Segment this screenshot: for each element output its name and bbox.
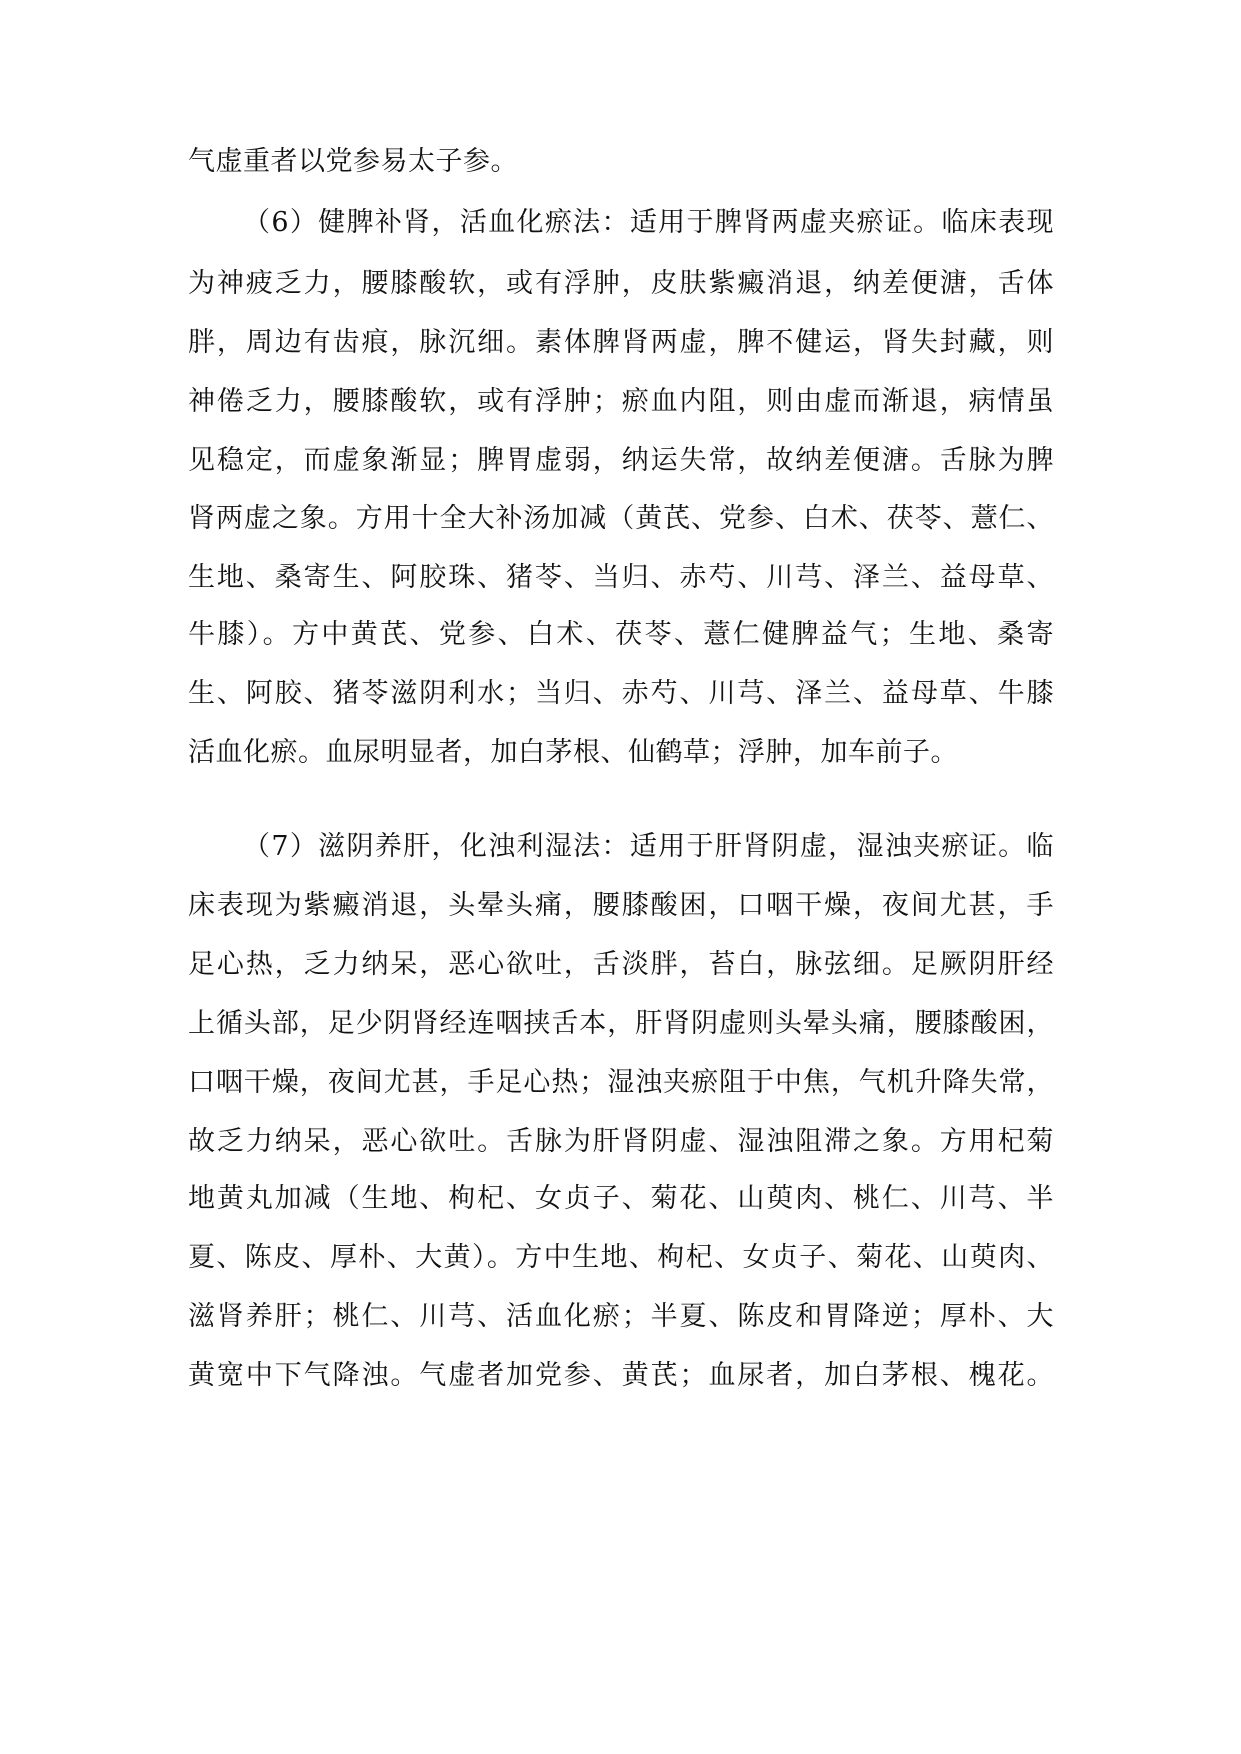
text-line: 神倦乏力，腰膝酸软，或有浮肿；瘀血内阻，则由虚而渐退，病情虽 xyxy=(188,386,1054,417)
paragraph-7-heading-line: （7）滋阴养肝，化浊利湿法：适用于肝肾阴虚，湿浊夹瘀证。临 xyxy=(243,831,1054,862)
text-line: 口咽干燥，夜间尤甚，手足心热；湿浊夹瘀阻于中焦，气机升降失常， xyxy=(188,1067,1054,1098)
text-line: 气虚重者以党参易太子参。 xyxy=(188,146,518,177)
text-line: 活血化瘀。血尿明显者，加白茅根、仙鹤草；浮肿，加车前子。 xyxy=(188,737,958,768)
text-line: 床表现为紫癜消退，头晕头痛，腰膝酸困，口咽干燥，夜间尤甚，手 xyxy=(188,890,1054,921)
text-line: 地黄丸加减（生地、枸杞、女贞子、菊花、山萸肉、桃仁、川芎、半 xyxy=(188,1183,1054,1214)
text-line: 生地、桑寄生、阿胶珠、猪苓、当归、赤芍、川芎、泽兰、益母草、 xyxy=(188,562,1054,593)
text-line: 见稳定，而虚象渐显；脾胃虚弱，纳运失常，故纳差便溏。舌脉为脾 xyxy=(188,445,1054,476)
text-line: 上循头部，足少阴肾经连咽挟舌本，肝肾阴虚则头晕头痛，腰膝酸困， xyxy=(188,1008,1054,1039)
text-line: 黄宽中下气降浊。气虚者加党参、黄芪；血尿者，加白茅根、槐花。 xyxy=(188,1360,1054,1391)
paragraph-6-heading-line: （6）健脾补肾，活血化瘀法：适用于脾肾两虚夹瘀证。临床表现 xyxy=(243,207,1054,238)
text-line: 胖，周边有齿痕，脉沉细。素体脾肾两虚，脾不健运，肾失封藏，则 xyxy=(188,327,1054,358)
text-line: 肾两虚之象。方用十全大补汤加减（黄芪、党参、白术、茯苓、薏仁、 xyxy=(188,503,1054,534)
text-line: 足心热，乏力纳呆，恶心欲吐，舌淡胖，苔白，脉弦细。足厥阴肝经 xyxy=(188,949,1054,980)
text-line: 生、阿胶、猪苓滋阴利水；当归、赤芍、川芎、泽兰、益母草、牛膝 xyxy=(188,678,1054,709)
text-line: 滋肾养肝；桃仁、川芎、活血化瘀；半夏、陈皮和胃降逆；厚朴、大 xyxy=(188,1301,1054,1332)
text-line: 夏、陈皮、厚朴、大黄）。方中生地、枸杞、女贞子、菊花、山萸肉、 xyxy=(188,1242,1054,1273)
text-line: 为神疲乏力，腰膝酸软，或有浮肿，皮肤紫癜消退，纳差便溏，舌体 xyxy=(188,268,1054,299)
text-line: 牛膝）。方中黄芪、党参、白术、茯苓、薏仁健脾益气；生地、桑寄 xyxy=(188,619,1054,650)
text-line: 故乏力纳呆，恶心欲吐。舌脉为肝肾阴虚、湿浊阻滞之象。方用杞菊 xyxy=(188,1126,1054,1157)
